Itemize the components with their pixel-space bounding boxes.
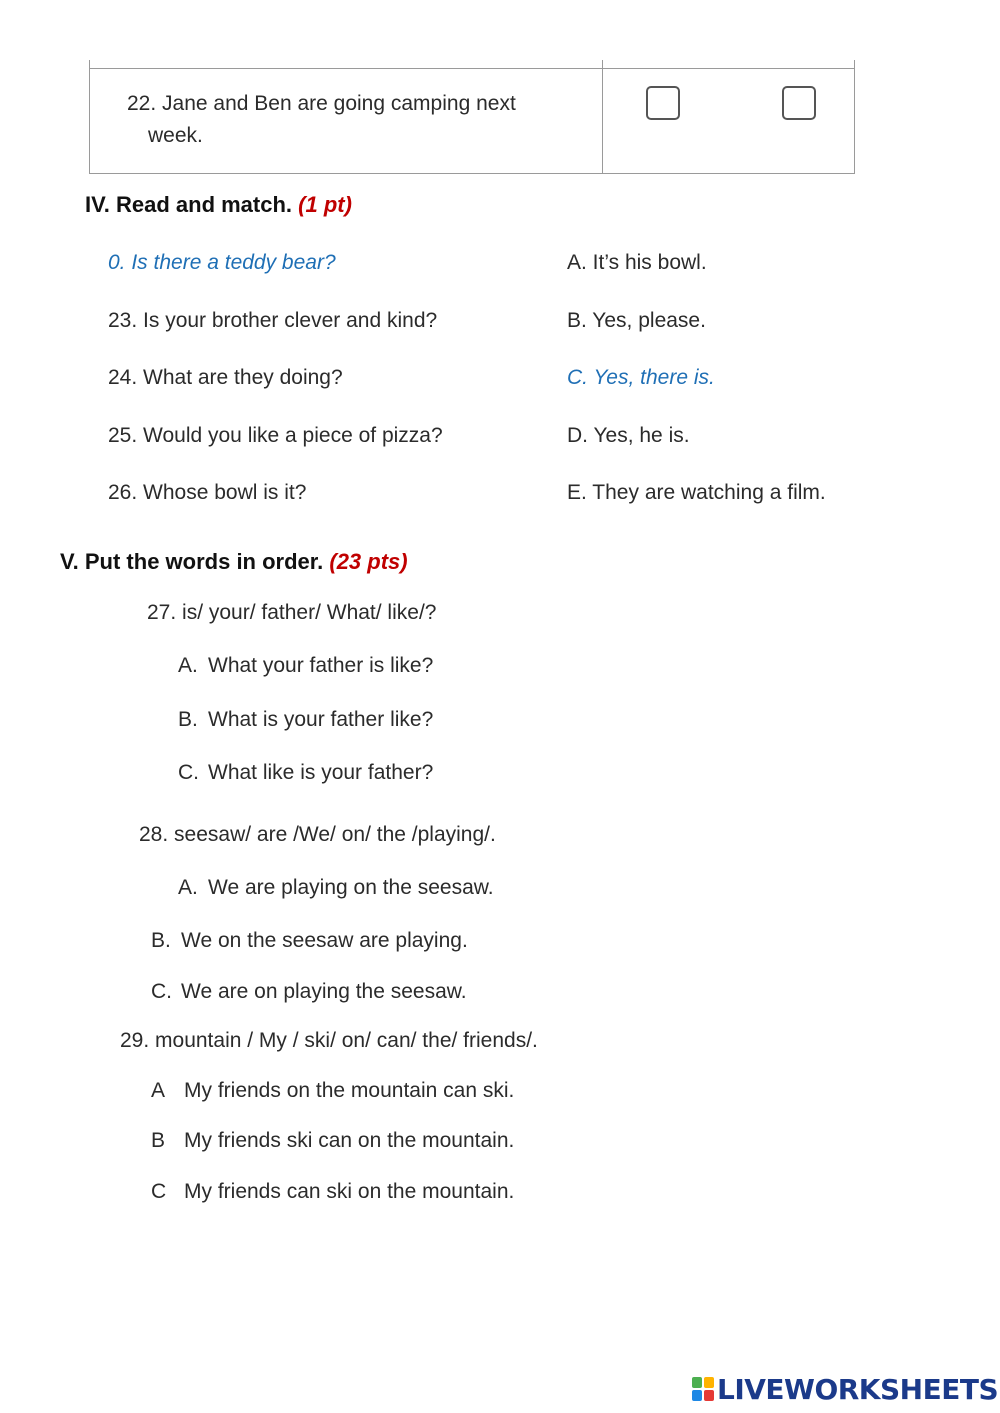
q28-option-a-label: A. <box>178 876 198 899</box>
q29-option-a-text: My friends on the mountain can ski. <box>184 1079 515 1102</box>
table-border-top <box>89 68 855 69</box>
q29-option-a[interactable] <box>151 1079 514 1103</box>
q27-option-c[interactable] <box>178 761 433 785</box>
table-border-left <box>89 60 90 174</box>
match-answer-c: C. Yes, there is. <box>567 366 715 389</box>
q29-option-c[interactable] <box>151 1180 514 1204</box>
section-4-heading <box>85 192 352 218</box>
q22-text-line2: week. <box>148 124 203 147</box>
q27-option-c-text: What like is your father? <box>208 761 434 784</box>
q29-option-b[interactable] <box>151 1129 514 1153</box>
match-answer-d: D. Yes, he is. <box>567 424 690 447</box>
section-5-title: V. Put the words in order. <box>60 549 324 574</box>
match-question-24: 24. What are they doing? <box>108 366 343 389</box>
table-border-right <box>854 60 855 174</box>
q28-option-b[interactable] <box>151 929 468 953</box>
q27-prompt: 27. is/ your/ father/ What/ like/? <box>147 601 437 624</box>
q28-option-b-text: We on the seesaw are playing. <box>181 929 468 952</box>
section-4-points: (1 pt) <box>298 192 352 217</box>
q28-option-c[interactable] <box>151 980 467 1004</box>
q27-option-a-text: What your father is like? <box>208 654 434 677</box>
q28-option-c-label: C. <box>151 980 172 1003</box>
q27-option-c-label: C. <box>178 761 199 784</box>
logo-text: LIVEWORKSHEETS <box>717 1372 999 1406</box>
q28-option-b-label: B. <box>151 929 171 952</box>
q28-option-a[interactable] <box>178 876 494 900</box>
q27-option-a-label: A. <box>178 654 198 677</box>
table-border-mid <box>602 60 603 174</box>
q29-option-c-text: My friends can ski on the mountain. <box>184 1180 515 1203</box>
section-5-points: (23 pts) <box>329 549 408 574</box>
match-question-23: 23. Is your brother clever and kind? <box>108 309 438 332</box>
q28-option-c-text: We are on playing the seesaw. <box>181 980 467 1003</box>
true-false-table <box>89 60 855 174</box>
liveworksheets-logo-icon <box>692 1377 714 1401</box>
q27-option-b[interactable] <box>178 708 433 732</box>
match-question-26: 26. Whose bowl is it? <box>108 481 307 504</box>
q29-option-c-label: C <box>151 1180 167 1203</box>
q29-option-b-text: My friends ski can on the mountain. <box>184 1129 515 1152</box>
match-question-25: 25. Would you like a piece of pizza? <box>108 424 443 447</box>
match-answer-e: E. They are watching a film. <box>567 481 826 504</box>
table-border-bottom <box>89 173 855 174</box>
q22-text-line1: 22. Jane and Ben are going camping next <box>127 92 516 115</box>
section-5-heading <box>60 549 408 575</box>
q27-option-a[interactable] <box>178 654 433 678</box>
q27-option-b-text: What is your father like? <box>208 708 434 731</box>
q22-checkbox-false[interactable] <box>782 86 816 120</box>
q28-option-a-text: We are playing on the seesaw. <box>208 876 494 899</box>
q29-option-b-label: B <box>151 1129 166 1152</box>
q29-option-a-label: A <box>151 1079 166 1102</box>
match-question-0: 0. Is there a teddy bear? <box>108 251 336 274</box>
match-answer-b: B. Yes, please. <box>567 309 706 332</box>
q29-prompt: 29. mountain / My / ski/ on/ can/ the/ friends/. <box>120 1029 538 1052</box>
section-4-title: IV. Read and match. <box>85 192 293 217</box>
liveworksheets-logo[interactable] <box>692 1372 998 1406</box>
q27-option-b-label: B. <box>178 708 198 731</box>
q28-prompt: 28. seesaw/ are /We/ on/ the /playing/. <box>139 823 496 846</box>
q22-checkbox-true[interactable] <box>646 86 680 120</box>
match-answer-a: A. It’s his bowl. <box>567 251 707 274</box>
